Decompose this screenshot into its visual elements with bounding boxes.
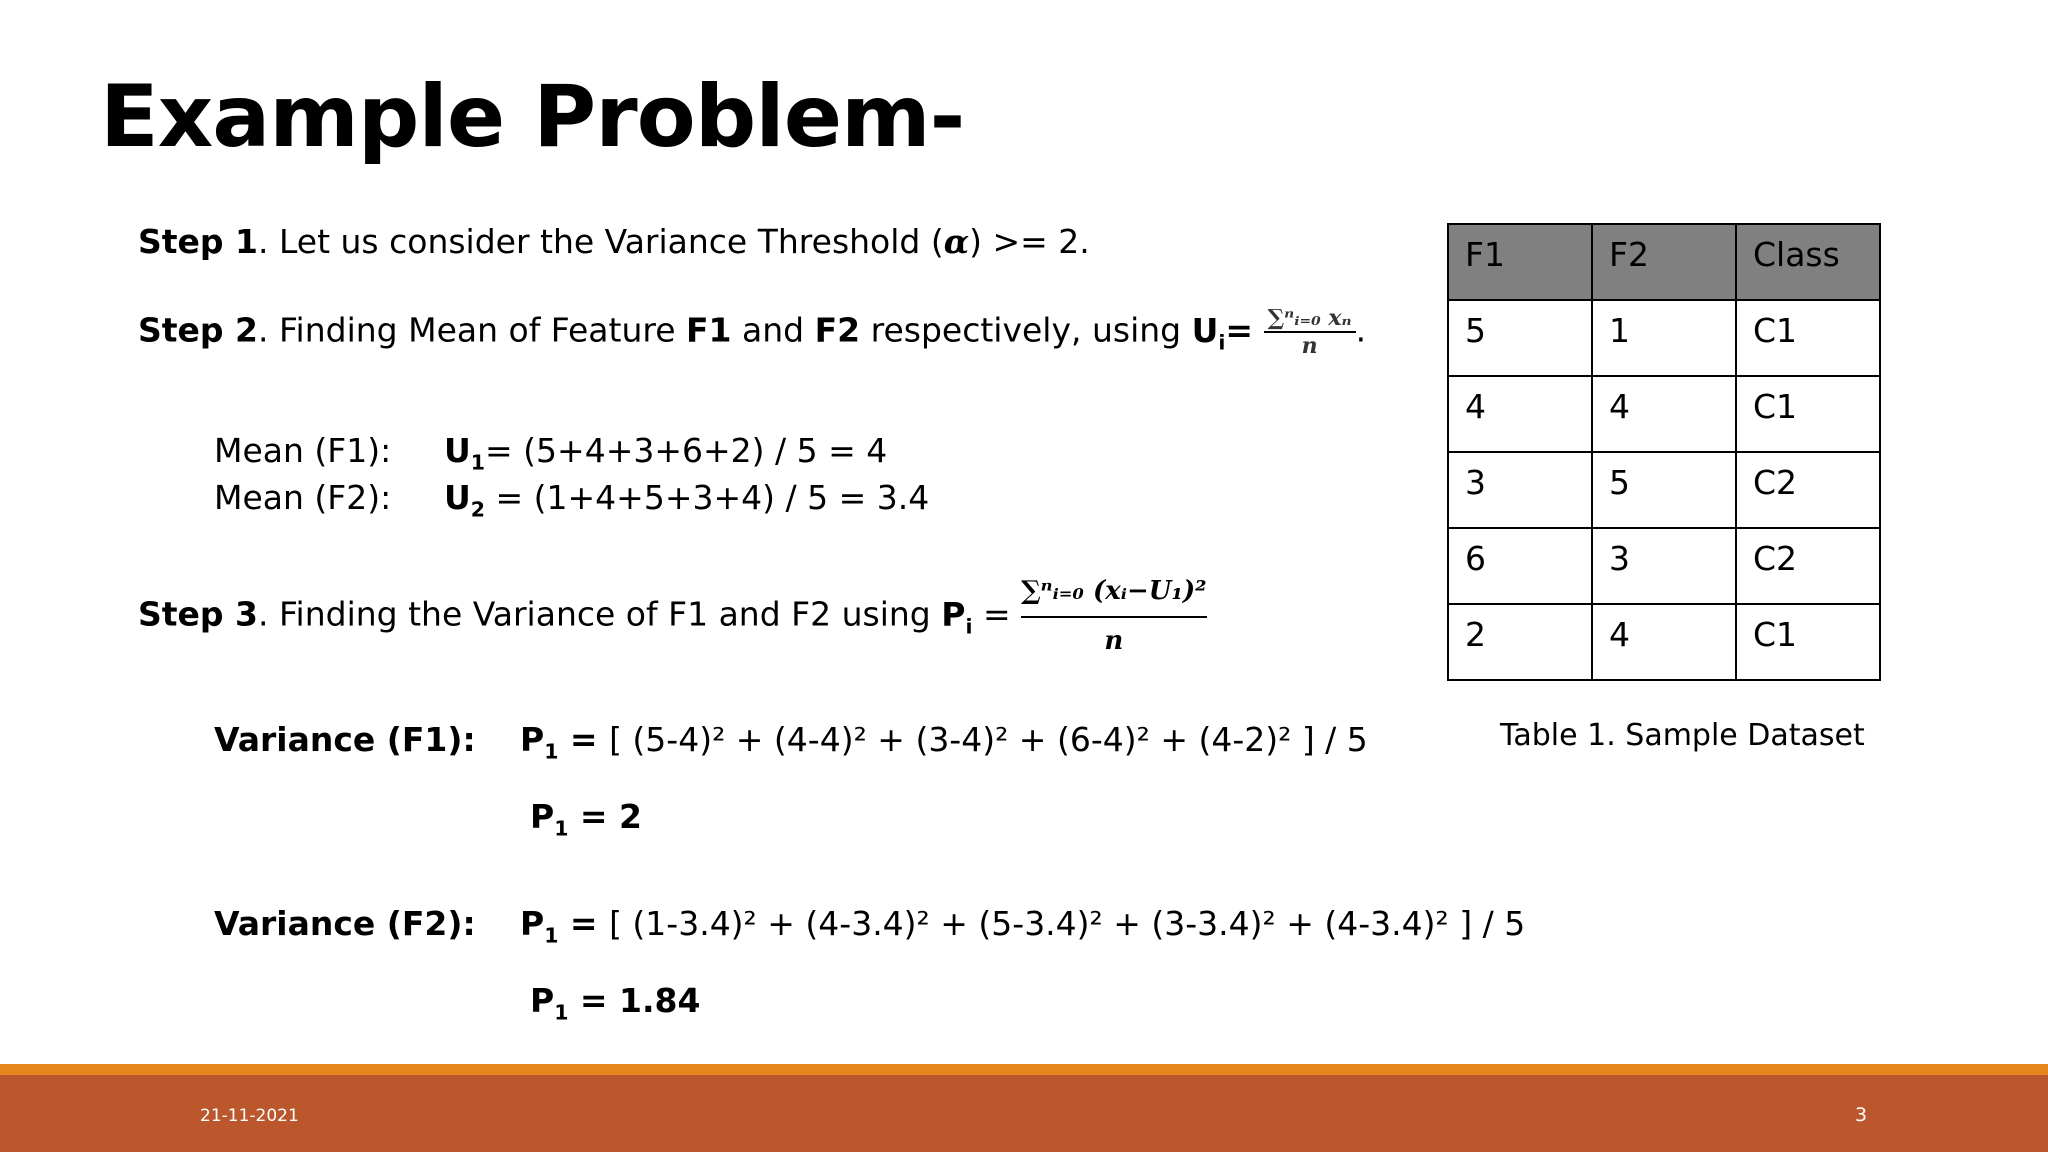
variance-f2-result-value: = 1.84 [568, 981, 701, 1020]
footer-date: 21-11-2021 [200, 1106, 299, 1126]
step-2-end: . [1355, 310, 1367, 350]
variance-f1-p-sub: 1 [544, 739, 559, 764]
mean-f1-u: U [444, 431, 471, 470]
table-cell: 1 [1592, 300, 1736, 376]
table-cell: 6 [1448, 528, 1592, 604]
variance-f2-p-letter: P [520, 904, 545, 943]
variance-f2-expr: [ (1-3.4)² + (4-3.4)² + (5-3.4)² + (3-3.4)² + (4-3.4)² ] / 5 [609, 904, 1526, 943]
table-cell: C1 [1736, 376, 1880, 452]
step-1-threshold: ) >= 2. [969, 222, 1090, 261]
table-row [1448, 300, 1880, 376]
variance-f1-result-p: P [530, 797, 555, 836]
variance-f2-p-sub: 1 [544, 923, 559, 948]
mean-f2-label: Mean (F2): [214, 478, 392, 517]
table-cell: 4 [1448, 376, 1592, 452]
variance-f2-result-p: P [530, 981, 555, 1020]
step-2-text-2: and [731, 310, 815, 350]
slide-title: Example Problem- [100, 67, 965, 167]
table-cell: 2 [1448, 604, 1592, 680]
table-header-cell: F2 [1592, 224, 1736, 300]
step-1-label: Step 1 [138, 222, 258, 261]
variance-formula-numerator: ∑ⁿᵢ₌₀ (xᵢ−U₁)² [1021, 568, 1206, 618]
alpha-symbol: α [943, 222, 970, 261]
table-cell: C2 [1736, 452, 1880, 528]
mean-f1-label: Mean (F1): [214, 431, 392, 470]
table-cell: 3 [1592, 528, 1736, 604]
table-cell: C1 [1736, 604, 1880, 680]
table-cell: C1 [1736, 300, 1880, 376]
table-cell: 4 [1592, 604, 1736, 680]
table-header-cell: Class [1736, 224, 1880, 300]
mean-f1-calc [444, 431, 888, 475]
footer-band [0, 1075, 2048, 1152]
mean-u-sub: i [1218, 330, 1226, 355]
mean-f2-expr: = (1+4+5+3+4) / 5 = 3.4 [485, 478, 930, 517]
mean-f1-expr: = (5+4+3+6+2) / 5 = 4 [485, 431, 888, 470]
table-cell: 5 [1448, 300, 1592, 376]
variance-f2-result-sub: 1 [554, 1000, 569, 1025]
mean-f2-u: U [444, 478, 471, 517]
step-3-text: . Finding the Variance of F1 and F2 using [258, 594, 942, 634]
mean-f2-calc [444, 478, 930, 522]
variance-f2-result [530, 981, 701, 1025]
variance-f1-calc [520, 720, 1368, 764]
step-1-text: . Let us consider the Variance Threshold ( [258, 222, 944, 261]
variance-f2-p [520, 904, 610, 948]
variance-f2-eq: = [558, 904, 610, 943]
variance-f1-p [520, 720, 610, 764]
step-3-eq: = [972, 594, 1011, 634]
mean-eq: = [1225, 310, 1254, 350]
table-header-cell: F1 [1448, 224, 1592, 300]
variance-f1-result-sub: 1 [554, 816, 569, 841]
step-2-label: Step 2 [138, 310, 258, 350]
table-row [1448, 452, 1880, 528]
step-1 [138, 222, 1090, 262]
table-row [1448, 604, 1880, 680]
feature-f1: F1 [686, 310, 732, 350]
step-2 [138, 305, 1366, 359]
variance-f1-result [530, 797, 643, 841]
variance-f2-calc [520, 904, 1526, 948]
variance-symbol [941, 594, 973, 639]
mean-f2-sub: 2 [470, 497, 486, 522]
mean-formula-fraction [1264, 305, 1356, 359]
variance-f1-p-letter: P [520, 720, 545, 759]
table-cell: 5 [1592, 452, 1736, 528]
step-2-text-1: . Finding Mean of Feature [258, 310, 687, 350]
table-header-row [1448, 224, 1880, 300]
variance-f1-eq: = [558, 720, 610, 759]
variance-p: P [941, 594, 966, 634]
mean-symbol [1191, 310, 1254, 355]
table-cell: 3 [1448, 452, 1592, 528]
mean-f1-sub: 1 [470, 450, 486, 475]
variance-formula-fraction [1021, 568, 1206, 664]
mean-formula-numerator: ∑ⁿᵢ₌₀ xₙ [1264, 305, 1356, 333]
variance-f1-label: Variance (F1): [214, 720, 476, 759]
table-row [1448, 376, 1880, 452]
mean-f2-var [444, 478, 486, 522]
footer-accent-band [0, 1064, 2048, 1075]
variance-f2-label: Variance (F2): [214, 904, 476, 943]
variance-p-sub: i [965, 614, 973, 639]
variance-f1-expr: [ (5-4)² + (4-4)² + (3-4)² + (6-4)² + (4-2)² ] / 5 [609, 720, 1368, 759]
step-3 [138, 568, 1207, 664]
variance-formula-denominator: n [1104, 626, 1124, 656]
step-3-label: Step 3 [138, 594, 258, 634]
slide-number: 3 [1855, 1104, 1868, 1126]
table-cell: C2 [1736, 528, 1880, 604]
table-row [1448, 528, 1880, 604]
table-cell: 4 [1592, 376, 1736, 452]
step-2-text-3: respectively, using [860, 310, 1192, 350]
mean-f1-var [444, 431, 486, 475]
variance-f1-result-value: = 2 [568, 797, 643, 836]
table-caption: Table 1. Sample Dataset [1500, 718, 1865, 753]
feature-f2: F2 [814, 310, 861, 350]
sample-dataset-table [1447, 223, 1881, 681]
mean-u: U [1191, 310, 1219, 350]
mean-formula-denominator: n [1301, 333, 1318, 359]
